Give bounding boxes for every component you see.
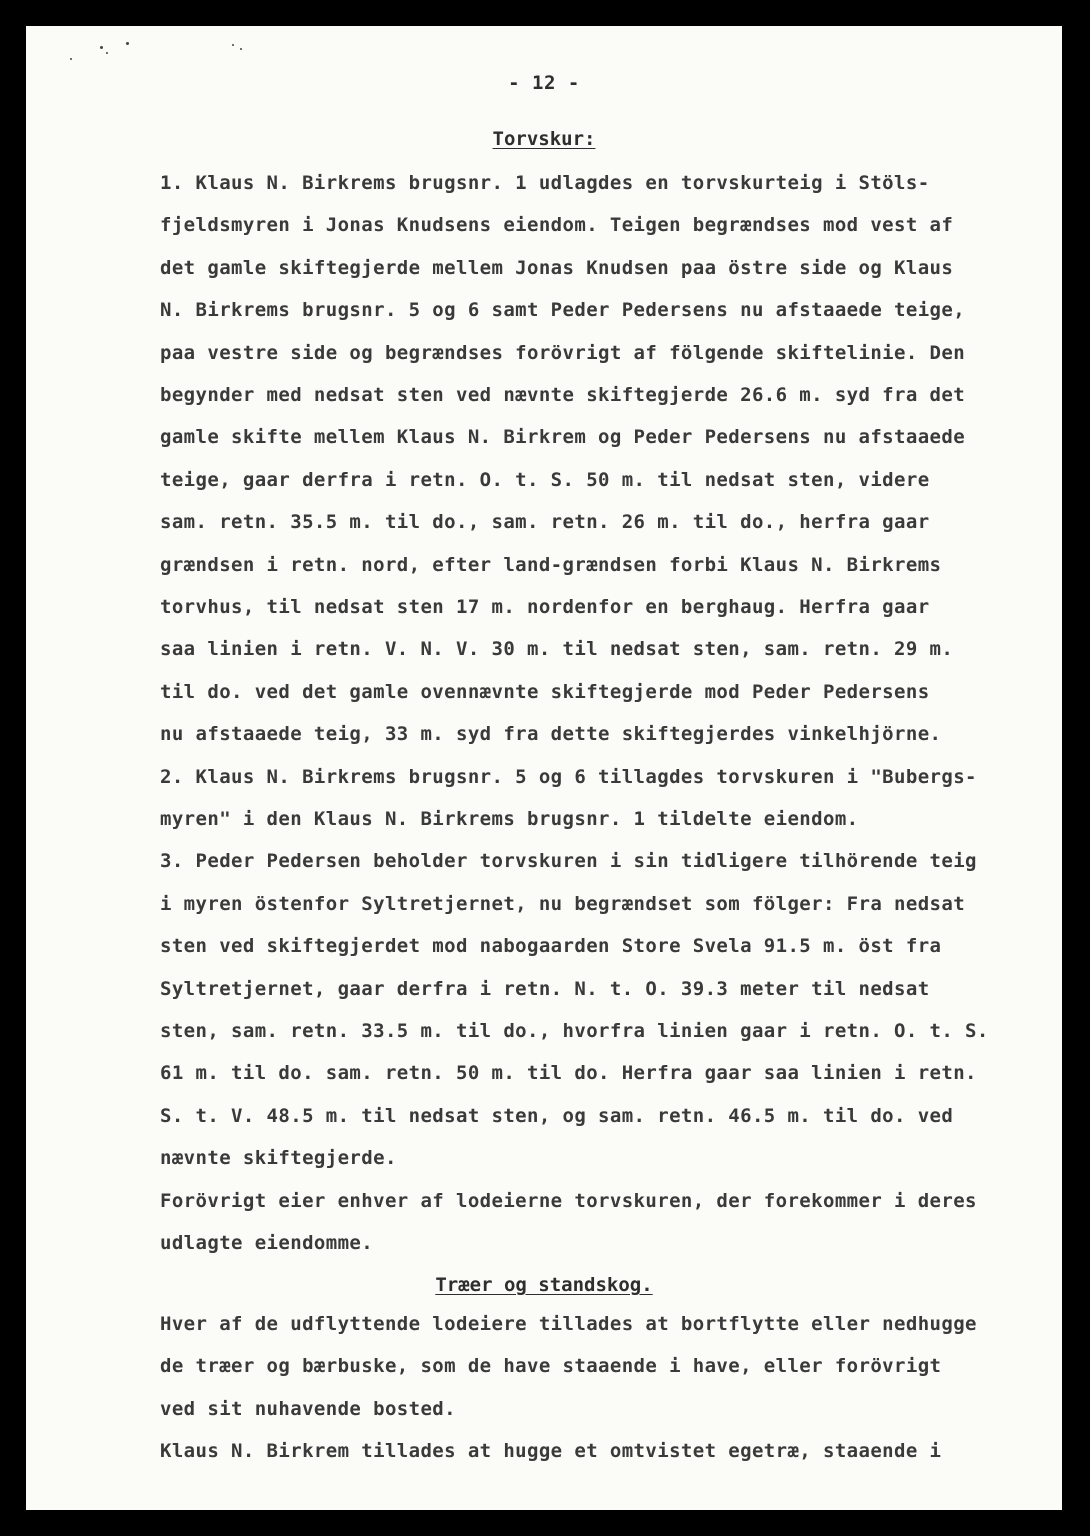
section-heading-traeer: Træer og standskog.	[435, 1274, 653, 1296]
text-line: de træer og bærbuske, som de have staaende i have, eller forövrigt	[160, 1355, 942, 1378]
scan-specks	[62, 40, 242, 70]
text-line: grændsen i retn. nord, efter land-grændsen forbi Klaus N. Birkrems	[160, 553, 942, 576]
text-line: i myren östenfor Syltretjernet, nu begrændset som fölger: Fra nedsat	[160, 892, 966, 915]
text-line: begynder med nedsat sten ved nævnte skiftegjerde 26.6 m. syd fra det	[160, 384, 966, 406]
text-line: ved sit nuhavende bosted.	[160, 1397, 456, 1420]
text-line: fjeldsmyren i Jonas Knudsens eiendom. Teigen begrændses mod vest af	[160, 214, 954, 237]
text-line: Syltretjernet, gaar derfra i retn. N. t. O. 39.3 meter til nedsat	[160, 977, 930, 1000]
text-line: teige, gaar derfra i retn. O. t. S. 50 m. til nedsat sten, videre	[160, 468, 930, 491]
text-line: det gamle skiftegjerde mellem Jonas Knudsen paa östre side og Klaus	[160, 256, 954, 279]
document-page	[26, 26, 1062, 1510]
text-line: 1. Klaus N. Birkrems brugsnr. 1 udlagdes en torvskurteig i Stöls-	[160, 172, 930, 194]
text-line: sten ved skiftegjerdet mod nabogaarden Store Svela 91.5 m. öst fra	[160, 935, 942, 958]
text-line: sten, sam. retn. 33.5 m. til do., hvorfra linien gaar i retn. O. t. S.	[160, 1020, 989, 1042]
text-line: Forövrigt eier enhver af lodeierne torvskuren, der forekommer i deres	[160, 1189, 977, 1212]
text-line: til do. ved det gamle ovennævnte skiftegjerde mod Peder Pedersens	[160, 680, 930, 703]
text-line: gamle skifte mellem Klaus N. Birkrem og Peder Pedersens nu afstaaede	[160, 426, 966, 449]
text-line: torvhus, til nedsat sten 17 m. nordenfor en berghaug. Herfra gaar	[160, 596, 930, 618]
text-line: N. Birkrems brugsnr. 5 og 6 samt Peder Pedersens nu afstaaede teige,	[160, 299, 966, 322]
text-line: Hver af de udflyttende lodeiere tillades at bortflytte eller nedhugge	[160, 1313, 977, 1335]
section-heading-torvskur: Torvskur:	[492, 128, 596, 150]
text-line: S. t. V. 48.5 m. til nedsat sten, og sam. retn. 46.5 m. til do. ved	[160, 1104, 954, 1127]
text-line: 61 m. til do. sam. retn. 50 m. til do. Herfra gaar saa linien i retn.	[160, 1062, 977, 1085]
text-line: 3. Peder Pedersen beholder torvskuren i sin tidligere tilhörende teig	[160, 850, 977, 873]
text-line: nu afstaaede teig, 33 m. syd fra dette skiftegjerdes vinkelhjörne.	[160, 723, 942, 746]
text-line: paa vestre side og begrændses forövrigt af fölgende skiftelinie. Den	[160, 341, 966, 364]
text-line: udlagte eiendomme.	[160, 1232, 374, 1254]
text-line: myren" i den Klaus N. Birkrems brugsnr. 1 tildelte eiendom.	[160, 808, 859, 830]
text-line: saa linien i retn. V. N. V. 30 m. til nedsat sten, sam. retn. 29 m.	[160, 638, 954, 661]
text-line: Klaus N. Birkrem tillades at hugge et omtvistet egetræ, staaende i	[160, 1440, 942, 1463]
text-line: sam. retn. 35.5 m. til do., sam. retn. 26 m. til do., herfra gaar	[160, 511, 930, 534]
text-line: 2. Klaus N. Birkrems brugsnr. 5 og 6 tillagdes torvskuren i "Bubergs-	[160, 765, 977, 788]
text-line: nævnte skiftegjerde.	[160, 1147, 397, 1170]
page-number: - 12 -	[508, 72, 580, 94]
